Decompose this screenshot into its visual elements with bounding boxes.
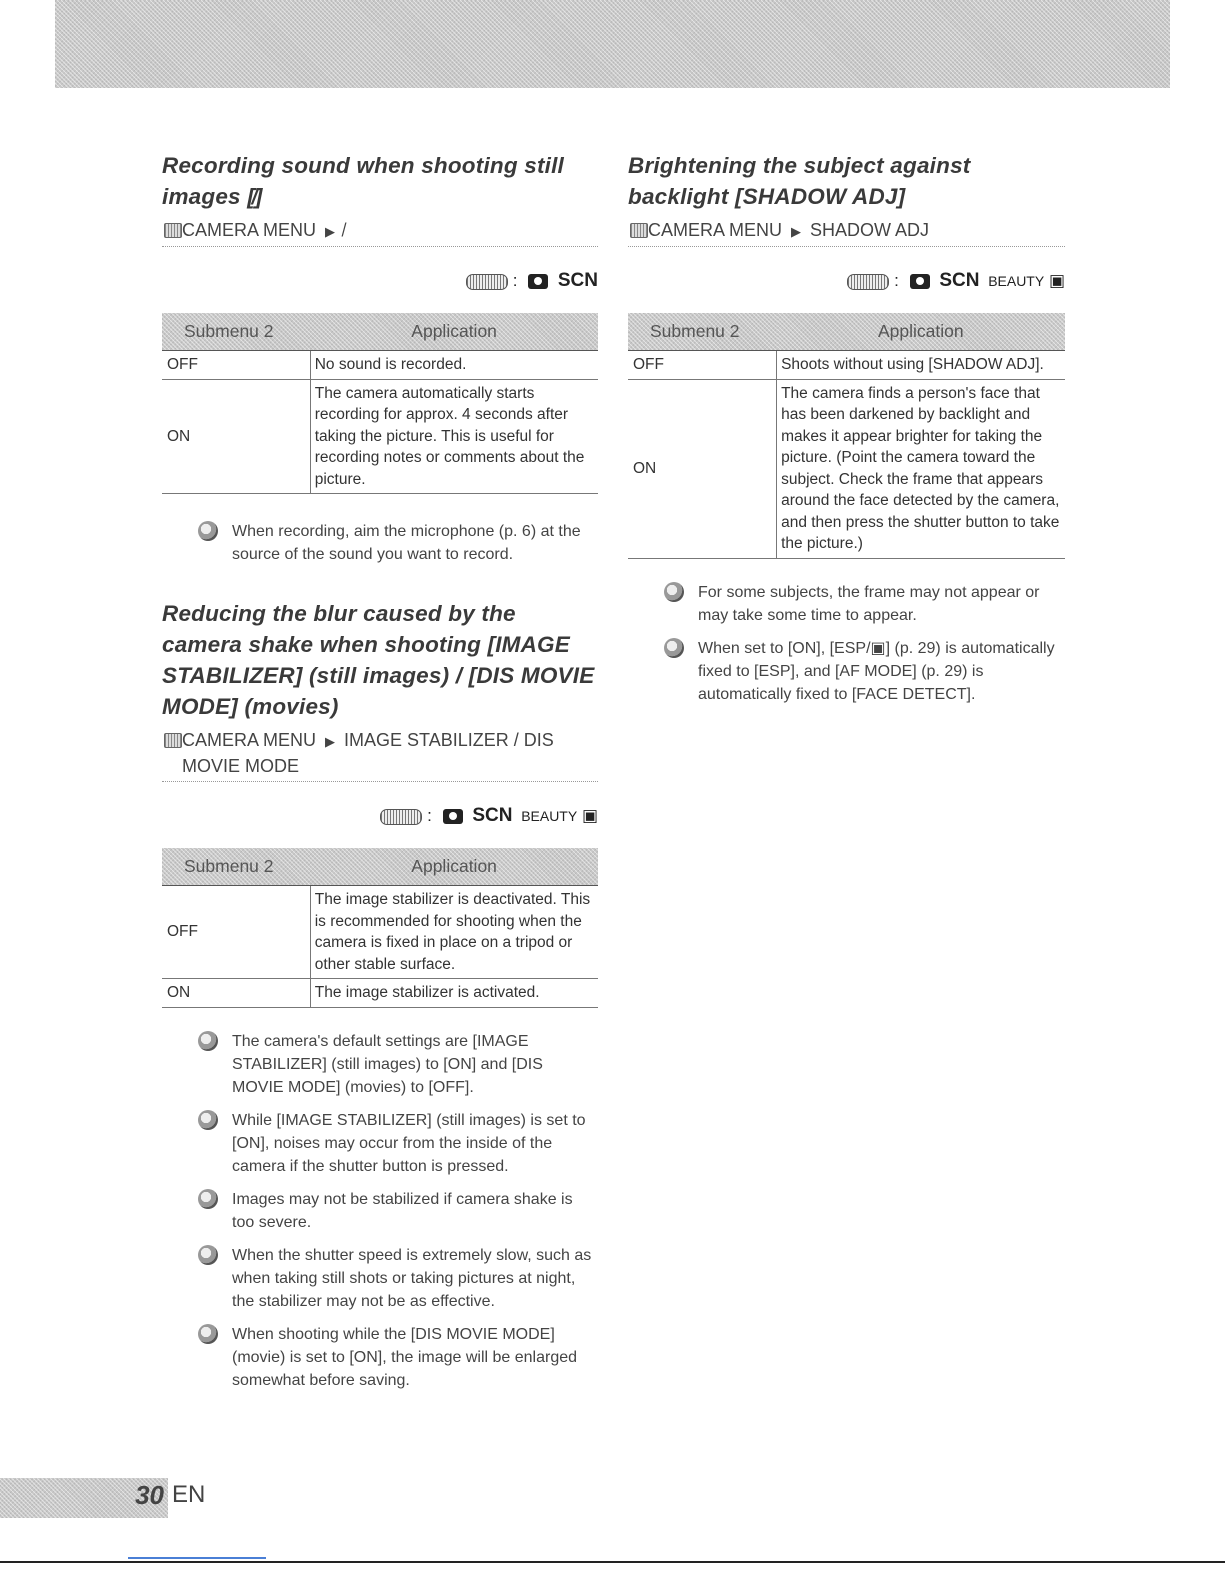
camera-menu-icon — [164, 223, 182, 238]
section-heading-shadow-adj: Brightening the subject against backlight [SHADOW ADJ] — [628, 153, 971, 209]
camera-menu-icon — [630, 223, 648, 238]
menu-path-item: SHADOW ADJ — [810, 220, 930, 240]
arrow-right-icon: ▶ — [325, 224, 336, 239]
note-icon — [198, 1245, 218, 1265]
note — [628, 581, 1065, 627]
movie-mode-icon: ▣ — [1048, 271, 1065, 290]
table-header-submenu: Submenu 2 — [162, 848, 310, 886]
note-text: Images may not be stabilized if camera shake is too severe. — [232, 1190, 573, 1231]
note-icon — [198, 1189, 218, 1209]
menu-path-root: CAMERA MENU — [182, 220, 317, 240]
mode-availability: : SCN BEAUTY ▣ — [628, 267, 1065, 295]
table-cell-option: ON — [162, 379, 310, 494]
table-row — [628, 379, 1065, 558]
note — [162, 1030, 598, 1099]
menu-path-root: CAMERA MENU — [182, 730, 317, 750]
left-column — [162, 150, 598, 1392]
table-header-submenu: Submenu 2 — [628, 313, 777, 351]
table-cell-option: ON — [628, 379, 777, 558]
table-cell-option: OFF — [628, 351, 777, 380]
menu-path — [162, 218, 598, 247]
page-language: EN — [172, 1481, 206, 1508]
scn-mode-label: SCN — [557, 270, 598, 291]
menu-path — [628, 218, 1065, 247]
table-cell-application: The camera finds a person's face that has been darkened by backlight and makes it appear brighter for taking the picture. (Point the camera toward the subject. Check the frame that appears around the face detected by the camera, and then press the shutter button to take the picture.) — [777, 379, 1065, 558]
table-header-submenu: Submenu 2 — [162, 313, 310, 351]
table-cell-application: The camera automatically starts recording for approx. 4 seconds after taking the picture. This is useful for recording notes or comments about the picture. — [310, 379, 598, 494]
table-row — [162, 979, 598, 1008]
note-text: For some subjects, the frame may not appear or may take some time to appear. — [698, 583, 1040, 624]
table-header-application: Application — [310, 313, 598, 351]
table-row — [162, 351, 598, 380]
submenu-table — [628, 313, 1065, 559]
note — [162, 1109, 598, 1178]
table-cell-option: OFF — [162, 351, 310, 380]
camera-mode-icon — [528, 274, 548, 289]
note-icon — [664, 582, 684, 602]
note-text: While [IMAGE STABILIZER] (still images) is set to [ON], noises may occur from the inside of the camera if the shutter button is pressed. — [232, 1111, 586, 1175]
submenu-table — [162, 313, 598, 494]
note-icon — [198, 1031, 218, 1051]
menu-path-item: IMAGE STABILIZER / DIS MOVIE MODE — [182, 730, 554, 776]
submenu-table — [162, 848, 598, 1008]
note-text: The camera's default settings are [IMAGE STABILIZER] (still images) to [ON] and [DIS MOVIE MODE] (movies) to [OFF]. — [232, 1032, 543, 1096]
table-cell-option: ON — [162, 979, 310, 1008]
mode-dial-icon — [380, 809, 422, 825]
mode-availability: : SCN BEAUTY ▣ — [162, 802, 598, 830]
arrow-right-icon: ▶ — [791, 224, 802, 239]
table-header-application: Application — [310, 848, 598, 886]
note-text: When set to [ON], [ESP/▣] (p. 29) is automatically fixed to [ESP], and [AF MODE] (p. 29) is automatically fixed to [FACE DETECT]. — [698, 639, 1055, 703]
note — [162, 1188, 598, 1234]
note — [628, 637, 1065, 706]
menu-path — [162, 728, 598, 782]
note-icon — [664, 638, 684, 658]
mode-dial-icon — [466, 274, 508, 290]
table-row — [628, 351, 1065, 380]
table-cell-application: No sound is recorded. — [310, 351, 598, 380]
menu-path-root: CAMERA MENU — [648, 220, 783, 240]
section-heading-recording-sound: Recording sound when shooting still images [̸] — [162, 153, 564, 209]
right-column — [628, 150, 1065, 706]
movie-mode-icon: ▣ — [581, 806, 598, 825]
beauty-mode-label: BEAUTY — [988, 273, 1045, 289]
mode-dial-icon — [847, 274, 889, 290]
beauty-mode-label: BEAUTY — [521, 808, 578, 824]
note-text: When shooting while the [DIS MOVIE MODE] (movie) is set to [ON], the image will be enlarged somewhat before saving. — [232, 1325, 578, 1389]
note-text: When the shutter speed is extremely slow, such as when taking still shots or taking pictures at night, the stabilizer may not be as effective. — [232, 1246, 592, 1310]
note-text: When recording, aim the microphone (p. 6) at the source of the sound you want to record. — [232, 523, 581, 563]
table-row — [162, 886, 598, 979]
page-number: 30 — [135, 1480, 164, 1510]
scn-mode-label: SCN — [939, 270, 980, 291]
table-cell-application: The image stabilizer is activated. — [310, 979, 598, 1008]
table-cell-application: Shoots without using [SHADOW ADJ]. — [777, 351, 1065, 380]
note-icon — [198, 521, 218, 541]
note-icon — [198, 1110, 218, 1130]
bottom-link-bar — [128, 1557, 266, 1559]
note — [162, 1323, 598, 1392]
camera-mode-icon — [910, 274, 930, 289]
note — [162, 520, 598, 566]
top-banner — [55, 0, 1170, 88]
camera-menu-icon — [164, 733, 182, 748]
table-row — [162, 379, 598, 494]
mode-availability: : SCN — [162, 267, 598, 295]
page-number-badge — [0, 1478, 168, 1518]
arrow-right-icon: ▶ — [325, 734, 336, 749]
note — [162, 1244, 598, 1313]
scn-mode-label: SCN — [472, 805, 513, 826]
note-icon — [198, 1324, 218, 1344]
table-cell-application: The image stabilizer is deactivated. This is recommended for shooting when the camera is fixed in place on a tripod or other stable surface. — [310, 886, 598, 979]
table-header-application: Application — [777, 313, 1065, 351]
table-cell-option: OFF — [162, 886, 310, 979]
bottom-rule — [0, 1561, 1225, 1563]
section-heading-reducing-blur: Reducing the blur caused by the camera shake when shooting [IMAGE STABILIZER] (still images) / [DIS MOVIE MODE] (movies) — [162, 601, 595, 719]
camera-mode-icon — [443, 809, 463, 824]
